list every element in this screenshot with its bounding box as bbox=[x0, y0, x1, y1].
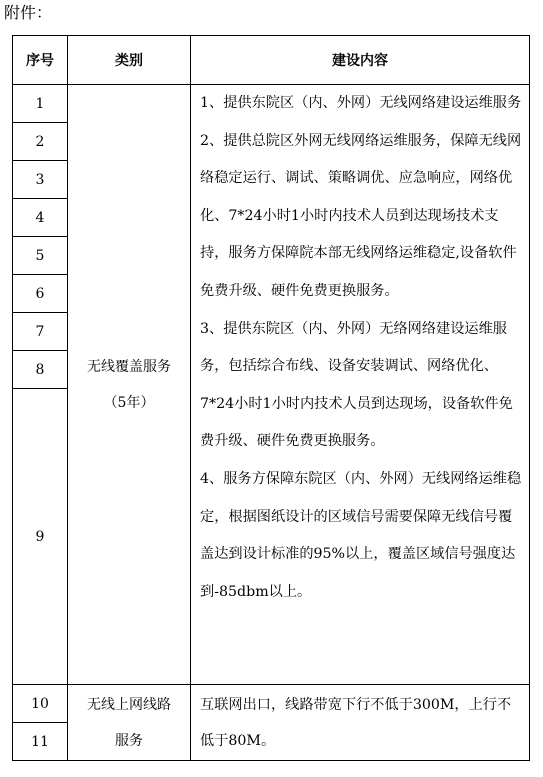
content-internet-line: 互联网出口，线路带宽下行不低于300M，上行不低于80M。 bbox=[191, 685, 530, 761]
table-row bbox=[13, 85, 530, 123]
row-number: 8 bbox=[13, 351, 68, 389]
category-label: 无线覆盖服务 bbox=[87, 358, 171, 375]
category-internet-line bbox=[68, 685, 191, 761]
row-number: 1 bbox=[13, 85, 68, 123]
header-content: 建设内容 bbox=[191, 36, 530, 85]
row-number: 4 bbox=[13, 199, 68, 237]
table-row bbox=[13, 685, 530, 723]
row-number: 3 bbox=[13, 161, 68, 199]
row-number: 10 bbox=[13, 685, 68, 723]
row-number: 11 bbox=[13, 723, 68, 761]
category-label: 无线上网线路 bbox=[87, 696, 171, 713]
row-number: 7 bbox=[13, 313, 68, 351]
content-item: 4、服务方保障东院区（内、外网）无线网络运维稳定，根据图纸设计的区域信号需要保障无线信号覆盖达到设计标准的95%以上，覆盖区域信号强度达到-85dbm以上。 bbox=[200, 470, 522, 600]
category-wireless-coverage bbox=[68, 85, 191, 685]
content-item: 1、提供东院区（内、外网）无线网络建设运维服务 bbox=[200, 95, 522, 111]
row-number: 2 bbox=[13, 123, 68, 161]
category-duration: （5年） bbox=[103, 394, 155, 411]
table-header-row bbox=[13, 36, 530, 85]
attachment-title: 附件： bbox=[4, 3, 53, 22]
row-number: 6 bbox=[13, 275, 68, 313]
header-category: 类别 bbox=[68, 36, 191, 85]
category-label-cont: 服务 bbox=[115, 732, 143, 749]
header-seq: 序号 bbox=[13, 36, 68, 85]
row-number: 5 bbox=[13, 237, 68, 275]
content-item: 3、提供东院区（内、外网）无络网络建设运维服务，包括综合布线、设备安装调试、网络优化、7*24小时1小时内技术人员到达现场，设备软件免费升级、硬件免费更换服务。 bbox=[200, 320, 513, 450]
service-table bbox=[12, 35, 530, 761]
row-number: 9 bbox=[13, 389, 68, 685]
content-item: 2、提供总院区外网无线网络运维服务，保障无线网络稳定运行、调试、策略调优、应急响应，网络优化、7*24小时1小时内技术人员到达现场技术支持，服务方保障院本部无线网络运维稳定,设备软件免费升级、硬件免费更换服务。 bbox=[200, 132, 522, 299]
content-wireless-coverage bbox=[191, 85, 530, 685]
